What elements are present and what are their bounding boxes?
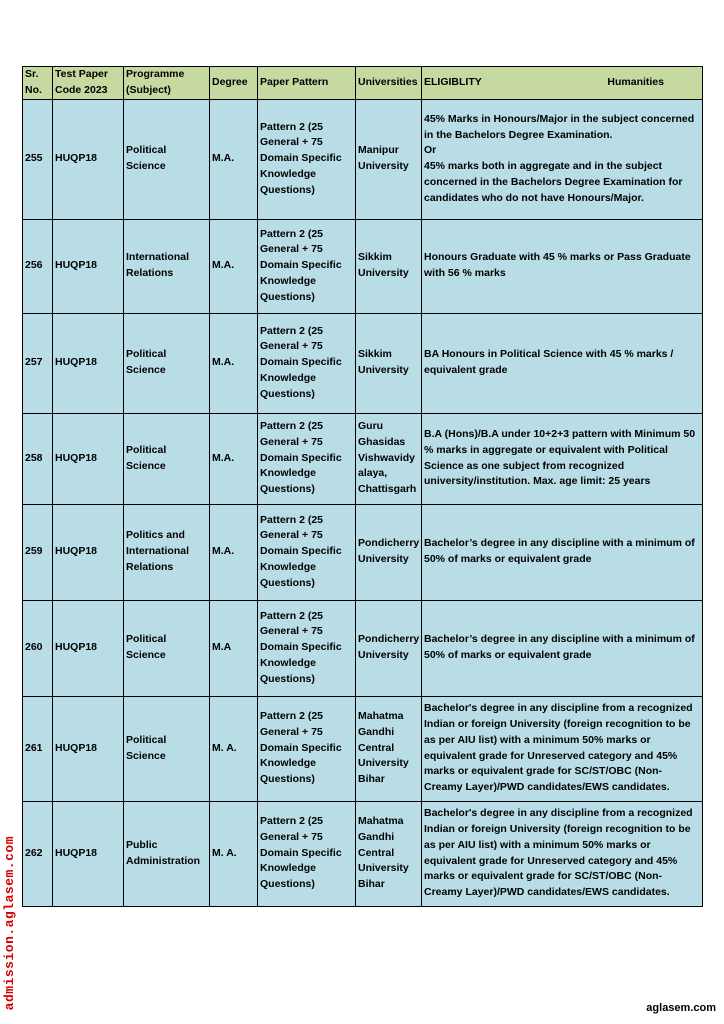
cell-university: Mahatma Gandhi Central University Bihar — [356, 801, 422, 906]
table-row — [23, 413, 703, 504]
cell-code: HUQP18 — [53, 313, 124, 413]
cell-code: HUQP18 — [53, 696, 124, 801]
cell-pattern: Pattern 2 (25 General + 75 Domain Specific Knowledge Questions) — [258, 313, 356, 413]
cell-programme: Political Science — [124, 313, 210, 413]
eligibility-table — [22, 66, 703, 907]
cell-degree: M.A. — [210, 99, 258, 219]
cell-sr: 261 — [23, 696, 53, 801]
cell-programme: Political Science — [124, 99, 210, 219]
cell-sr: 258 — [23, 413, 53, 504]
cell-code: HUQP18 — [53, 801, 124, 906]
table-row — [23, 801, 703, 906]
table-row — [23, 600, 703, 696]
cell-pattern: Pattern 2 (25 General + 75 Domain Specific Knowledge Questions) — [258, 504, 356, 600]
header-paper-pattern: Paper Pattern — [258, 67, 356, 100]
cell-university: Sikkim University — [356, 313, 422, 413]
cell-university: Pondicherry University — [356, 600, 422, 696]
header-eligibility — [422, 67, 703, 100]
cell-eligibility: Bachelor's degree in any discipline from a recognized Indian or foreign University (foreign recognition to be as per AIU list) with a minimum 50% marks or equivalent grade for Unreserved category and 45% marks or equivalent grade for SC/ST/OBC (Non-Creamy Layer)/PWD candidates/EWS candidates. — [422, 696, 703, 801]
table-row — [23, 99, 703, 219]
cell-pattern: Pattern 2 (25 General + 75 Domain Specific Knowledge Questions) — [258, 219, 356, 313]
cell-eligibility: Honours Graduate with 45 % marks or Pass Graduate with 56 % marks — [422, 219, 703, 313]
table-row — [23, 219, 703, 313]
cell-university: Sikkim University — [356, 219, 422, 313]
header-test-paper-code: Test Paper Code 2023 — [53, 67, 124, 100]
cell-eligibility: Bachelor's degree in any discipline from a recognized Indian or foreign University (foreign recognition to be as per AIU list) with a minimum 50% marks or equivalent grade for Unreserved category and 45% marks or equivalent grade for SC/ST/OBC (Non-Creamy Layer)/PWD candidates/EWS candidates. — [422, 801, 703, 906]
cell-university: Pondicherry University — [356, 504, 422, 600]
cell-code: HUQP18 — [53, 219, 124, 313]
cell-eligibility: Bachelor’s degree in any discipline with a minimum of 50% of marks or equivalent grade — [422, 504, 703, 600]
cell-sr: 262 — [23, 801, 53, 906]
cell-eligibility: 45% Marks in Honours/Major in the subject concerned in the Bachelors Degree Examination. Or 45% marks both in aggregate and in the subject concerned in the Bachelors Degree Examination for candidates who do not have Honours/Major. — [422, 99, 703, 219]
cell-sr: 256 — [23, 219, 53, 313]
cell-sr: 260 — [23, 600, 53, 696]
cell-programme: Political Science — [124, 696, 210, 801]
header-sr-no: Sr. No. — [23, 67, 53, 100]
watermark-text: admission.aglasem.com — [2, 835, 17, 1010]
cell-code: HUQP18 — [53, 600, 124, 696]
cell-pattern: Pattern 2 (25 General + 75 Domain Specific Knowledge Questions) — [258, 801, 356, 906]
cell-code: HUQP18 — [53, 99, 124, 219]
table-row — [23, 696, 703, 801]
header-eligibility-label: ELIGIBLITY — [424, 75, 482, 88]
table-row — [23, 313, 703, 413]
cell-code: HUQP18 — [53, 413, 124, 504]
cell-university: Manipur University — [356, 99, 422, 219]
cell-code: HUQP18 — [53, 504, 124, 600]
header-degree: Degree — [210, 67, 258, 100]
cell-programme: Public Administration — [124, 801, 210, 906]
cell-degree: M.A. — [210, 219, 258, 313]
header-row — [23, 67, 703, 100]
footer-site-name: aglasem.com — [646, 1002, 716, 1014]
header-universities: Universities — [356, 67, 422, 100]
cell-sr: 257 — [23, 313, 53, 413]
table-row — [23, 504, 703, 600]
cell-degree: M.A. — [210, 413, 258, 504]
cell-eligibility: B.A (Hons)/B.A under 10+2+3 pattern with Minimum 50 % marks in aggregate or equivalent with Political Science as one subject from recognized university/institution. Max. age limit: 25 years — [422, 413, 703, 504]
cell-degree: M. A. — [210, 696, 258, 801]
header-section-label: Humanities — [607, 75, 664, 88]
cell-degree: M.A — [210, 600, 258, 696]
cell-pattern: Pattern 2 (25 General + 75 Domain Specific Knowledge Questions) — [258, 413, 356, 504]
cell-programme: Politics and International Relations — [124, 504, 210, 600]
cell-university: Mahatma Gandhi Central University Bihar — [356, 696, 422, 801]
cell-degree: M. A. — [210, 801, 258, 906]
cell-pattern: Pattern 2 (25 General + 75 Domain Specific Knowledge Questions) — [258, 600, 356, 696]
cell-pattern: Pattern 2 (25 General + 75 Domain Specific Knowledge Questions) — [258, 696, 356, 801]
cell-programme: Political Science — [124, 600, 210, 696]
cell-eligibility: BA Honours in Political Science with 45 % marks / equivalent grade — [422, 313, 703, 413]
cell-sr: 255 — [23, 99, 53, 219]
cell-sr: 259 — [23, 504, 53, 600]
header-programme: Programme (Subject) — [124, 67, 210, 100]
cell-eligibility: Bachelor’s degree in any discipline with a minimum of 50% of marks or equivalent grade — [422, 600, 703, 696]
cell-university: Guru Ghasidas Vishwavidy alaya, Chattisgarh — [356, 413, 422, 504]
cell-degree: M.A. — [210, 504, 258, 600]
cell-degree: M.A. — [210, 313, 258, 413]
cell-pattern: Pattern 2 (25 General + 75 Domain Specific Knowledge Questions) — [258, 99, 356, 219]
cell-programme: Political Science — [124, 413, 210, 504]
cell-programme: International Relations — [124, 219, 210, 313]
